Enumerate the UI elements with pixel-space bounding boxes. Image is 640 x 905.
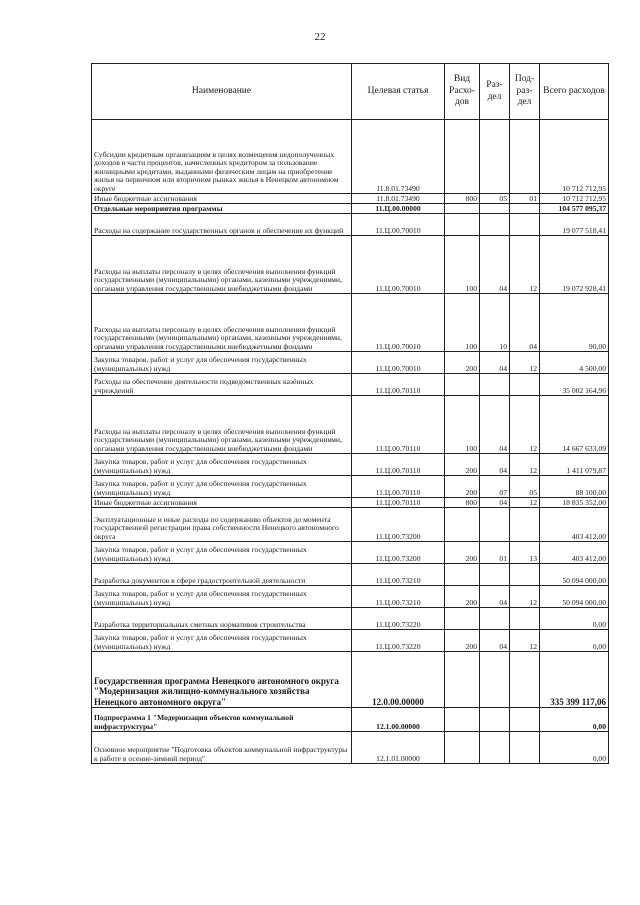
- row-target-article-cell: 12.1.01.00000: [352, 732, 445, 764]
- row-target-article-cell: 11.8.01.73490: [352, 120, 445, 194]
- row-subsection-cell: 12: [510, 454, 540, 476]
- row-section-cell: 01: [480, 542, 510, 564]
- table-row: [92, 204, 609, 214]
- row-name-cell: Подпрограмма 1 "Модернизация объектов коммунальной инфраструктуры": [92, 708, 352, 732]
- row-total-cell: 0,00: [540, 732, 609, 764]
- row-section-cell: [480, 204, 510, 214]
- row-total-cell: 4 500,00: [540, 352, 609, 374]
- row-total-cell: 104 577 095,37: [540, 204, 609, 214]
- table-row: [92, 498, 609, 508]
- row-expense-type-cell: [445, 732, 480, 764]
- row-target-article-cell: 11.Ц.00.70110: [352, 396, 445, 454]
- table-row: [92, 542, 609, 564]
- row-total-cell: 50 094 000,00: [540, 564, 609, 586]
- table-row: [92, 236, 609, 294]
- table-row: [92, 564, 609, 586]
- row-expense-type-cell: 200: [445, 476, 480, 498]
- row-subsection-cell: [510, 374, 540, 396]
- row-subsection-cell: [510, 214, 540, 236]
- row-expense-type-cell: 100: [445, 294, 480, 352]
- table-header-row: [92, 64, 609, 120]
- row-subsection-cell: 12: [510, 630, 540, 652]
- row-name-cell: Разработка документов в сфере градостроительной деятельности: [92, 564, 352, 586]
- row-target-article-cell: 11.Ц.00.00000: [352, 204, 445, 214]
- table-row: [92, 508, 609, 542]
- row-subsection-cell: [510, 652, 540, 708]
- row-expense-type-cell: 100: [445, 236, 480, 294]
- row-target-article-cell: 11.8.01.73490: [352, 194, 445, 204]
- row-subsection-cell: [510, 708, 540, 732]
- row-name-cell: Разработка территориальных сметных нормативов строительства: [92, 608, 352, 630]
- table-row: [92, 352, 609, 374]
- row-expense-type-cell: [445, 652, 480, 708]
- row-total-cell: 88 100,00: [540, 476, 609, 498]
- budget-table: [91, 63, 609, 764]
- row-name-cell: Основное мероприятие "Подготовка объектов коммунальной инфраструктуры к работе в осенне-зимний период": [92, 732, 352, 764]
- row-section-cell: [480, 732, 510, 764]
- row-subsection-cell: [510, 120, 540, 194]
- row-subsection-cell: [510, 204, 540, 214]
- row-section-cell: 07: [480, 476, 510, 498]
- row-subsection-cell: 12: [510, 586, 540, 608]
- row-section-cell: 04: [480, 236, 510, 294]
- row-total-cell: 50 094 000,00: [540, 586, 609, 608]
- row-name-cell: Эксплуатационные и иные расходы по содержанию объектов до момента государственной регистрации права собственности Ненецкого автономного округа: [92, 508, 352, 542]
- row-target-article-cell: 11.Ц.00.73200: [352, 508, 445, 542]
- row-target-article-cell: 11.Ц.00.70110: [352, 454, 445, 476]
- row-name-cell: Иные бюджетные ассигнования: [92, 498, 352, 508]
- row-subsection-cell: 05: [510, 476, 540, 498]
- row-name-cell: Закупка товаров, работ и услуг для обеспечения государственных (муниципальных) нужд: [92, 454, 352, 476]
- row-subsection-cell: [510, 508, 540, 542]
- table-row: [92, 294, 609, 352]
- row-target-article-cell: 11.Ц.00.73210: [352, 564, 445, 586]
- row-subsection-cell: 04: [510, 294, 540, 352]
- row-target-article-cell: 11.Ц.00.70110: [352, 476, 445, 498]
- row-section-cell: 04: [480, 396, 510, 454]
- row-name-cell: Государственная программа Ненецкого автономного округа "Модернизация жилищно-коммунального хозяйства Ненецкого автономного округа": [92, 652, 352, 708]
- row-expense-type-cell: 200: [445, 586, 480, 608]
- table-row: [92, 732, 609, 764]
- row-total-cell: 403 412,00: [540, 508, 609, 542]
- table-row: [92, 454, 609, 476]
- row-expense-type-cell: [445, 608, 480, 630]
- row-expense-type-cell: 100: [445, 396, 480, 454]
- row-section-cell: 05: [480, 194, 510, 204]
- row-subsection-cell: 12: [510, 498, 540, 508]
- row-section-cell: 04: [480, 498, 510, 508]
- row-subsection-cell: 01: [510, 194, 540, 204]
- table-row: [92, 194, 609, 204]
- row-target-article-cell: 11.Ц.00.73200: [352, 542, 445, 564]
- row-total-cell: 35 002 164,96: [540, 374, 609, 396]
- row-expense-type-cell: 200: [445, 454, 480, 476]
- row-subsection-cell: [510, 608, 540, 630]
- row-name-cell: Расходы на выплаты персоналу в целях обеспечения выполнения функций государственными (муниципальными) органами, казенными учреждениями, органами управления государственными внебюджетными фондами: [92, 236, 352, 294]
- row-target-article-cell: 11.Ц.00.70010: [352, 214, 445, 236]
- row-section-cell: [480, 374, 510, 396]
- row-total-cell: 14 667 633,09: [540, 396, 609, 454]
- row-expense-type-cell: 200: [445, 352, 480, 374]
- row-total-cell: 0,00: [540, 708, 609, 732]
- row-name-cell: Закупка товаров, работ и услуг для обеспечения государственных (муниципальных) нужд: [92, 586, 352, 608]
- table-row: [92, 586, 609, 608]
- header-subsection: Под-раз-дел: [510, 64, 540, 120]
- row-subsection-cell: 12: [510, 352, 540, 374]
- row-section-cell: 04: [480, 586, 510, 608]
- table-row: [92, 652, 609, 708]
- row-expense-type-cell: 800: [445, 498, 480, 508]
- header-expense-type: Вид Расхо-дов: [445, 64, 480, 120]
- row-total-cell: 18 835 352,00: [540, 498, 609, 508]
- table-row: [92, 608, 609, 630]
- row-name-cell: Расходы на содержание государственных органов и обеспечение их функций: [92, 214, 352, 236]
- row-subsection-cell: 13: [510, 542, 540, 564]
- row-target-article-cell: 12.1.00.00000: [352, 708, 445, 732]
- table-row: [92, 374, 609, 396]
- row-section-cell: 04: [480, 454, 510, 476]
- row-subsection-cell: [510, 732, 540, 764]
- table-row: [92, 214, 609, 236]
- table-row: [92, 630, 609, 652]
- row-subsection-cell: [510, 564, 540, 586]
- row-target-article-cell: 11.Ц.00.70010: [352, 236, 445, 294]
- row-total-cell: 335 399 117,06: [540, 652, 609, 708]
- row-target-article-cell: 11.Ц.00.73210: [352, 586, 445, 608]
- row-section-cell: [480, 608, 510, 630]
- row-total-cell: 0,00: [540, 608, 609, 630]
- row-name-cell: Отдельные мероприятия программы: [92, 204, 352, 214]
- row-total-cell: 19 077 518,41: [540, 214, 609, 236]
- row-section-cell: [480, 508, 510, 542]
- row-name-cell: Закупка товаров, работ и услуг для обеспечения государственных (муниципальных) нужд: [92, 630, 352, 652]
- row-total-cell: 10 712 712,95: [540, 120, 609, 194]
- row-target-article-cell: 11.Ц.00.70010: [352, 294, 445, 352]
- row-name-cell: Субсидии кредитным организациям в целях возмещения недополученных доходов в части процентов, начисленных кредитором за пользование жилищными кредитами, выданными физическим лицам на приобретение жилья на первичном или вторичном рынках жилья в Ненецком автономном округе: [92, 120, 352, 194]
- row-expense-type-cell: [445, 708, 480, 732]
- row-expense-type-cell: [445, 204, 480, 214]
- header-name: Наименование: [92, 64, 352, 120]
- row-expense-type-cell: [445, 374, 480, 396]
- row-name-cell: Расходы на выплаты персоналу в целях обеспечения выполнения функций государственными (муниципальными) органами, казенными учреждениями, органами управления государственными внебюджетными фондами: [92, 396, 352, 454]
- table-row: [92, 708, 609, 732]
- row-total-cell: 1 411 079,87: [540, 454, 609, 476]
- page-number: 22: [314, 31, 326, 43]
- row-subsection-cell: 12: [510, 396, 540, 454]
- table-row: [92, 476, 609, 498]
- row-expense-type-cell: [445, 508, 480, 542]
- row-name-cell: Закупка товаров, работ и услуг для обеспечения государственных (муниципальных) нужд: [92, 476, 352, 498]
- row-name-cell: Иные бюджетные ассигнования: [92, 194, 352, 204]
- row-total-cell: 403 412,00: [540, 542, 609, 564]
- row-expense-type-cell: 200: [445, 542, 480, 564]
- row-subsection-cell: 12: [510, 236, 540, 294]
- row-name-cell: Закупка товаров, работ и услуг для обеспечения государственных (муниципальных) нужд: [92, 542, 352, 564]
- row-name-cell: Расходы на обеспечение деятельности подведомственных казённых учреждений: [92, 374, 352, 396]
- row-expense-type-cell: 200: [445, 630, 480, 652]
- header-section: Раз-дел: [480, 64, 510, 120]
- row-expense-type-cell: [445, 120, 480, 194]
- row-expense-type-cell: 800: [445, 194, 480, 204]
- row-section-cell: [480, 214, 510, 236]
- row-target-article-cell: 11.Ц.00.70110: [352, 374, 445, 396]
- row-target-article-cell: 12.0.00.00000: [352, 652, 445, 708]
- row-total-cell: 10 712 712,95: [540, 194, 609, 204]
- row-expense-type-cell: [445, 564, 480, 586]
- table-row: [92, 120, 609, 194]
- row-section-cell: [480, 564, 510, 586]
- row-section-cell: [480, 652, 510, 708]
- row-target-article-cell: 11.Ц.00.73220: [352, 630, 445, 652]
- row-name-cell: Закупка товаров, работ и услуг для обеспечения государственных (муниципальных) нужд: [92, 352, 352, 374]
- row-section-cell: 04: [480, 630, 510, 652]
- row-section-cell: [480, 708, 510, 732]
- row-total-cell: 90,00: [540, 294, 609, 352]
- row-target-article-cell: 11.Ц.00.73220: [352, 608, 445, 630]
- row-name-cell: Расходы на выплаты персоналу в целях обеспечения выполнения функций государственными (муниципальными) органами, казенными учреждениями, органами управления государственными внебюджетными фондами: [92, 294, 352, 352]
- header-total: Всего расходов: [540, 64, 609, 120]
- row-section-cell: 04: [480, 352, 510, 374]
- row-target-article-cell: 11.Ц.00.70110: [352, 498, 445, 508]
- row-section-cell: [480, 120, 510, 194]
- table-row: [92, 396, 609, 454]
- row-expense-type-cell: [445, 214, 480, 236]
- header-target-article: Целевая статья: [352, 64, 445, 120]
- row-total-cell: 19 072 928,41: [540, 236, 609, 294]
- row-section-cell: 10: [480, 294, 510, 352]
- row-total-cell: 0,00: [540, 630, 609, 652]
- row-target-article-cell: 11.Ц.00.70010: [352, 352, 445, 374]
